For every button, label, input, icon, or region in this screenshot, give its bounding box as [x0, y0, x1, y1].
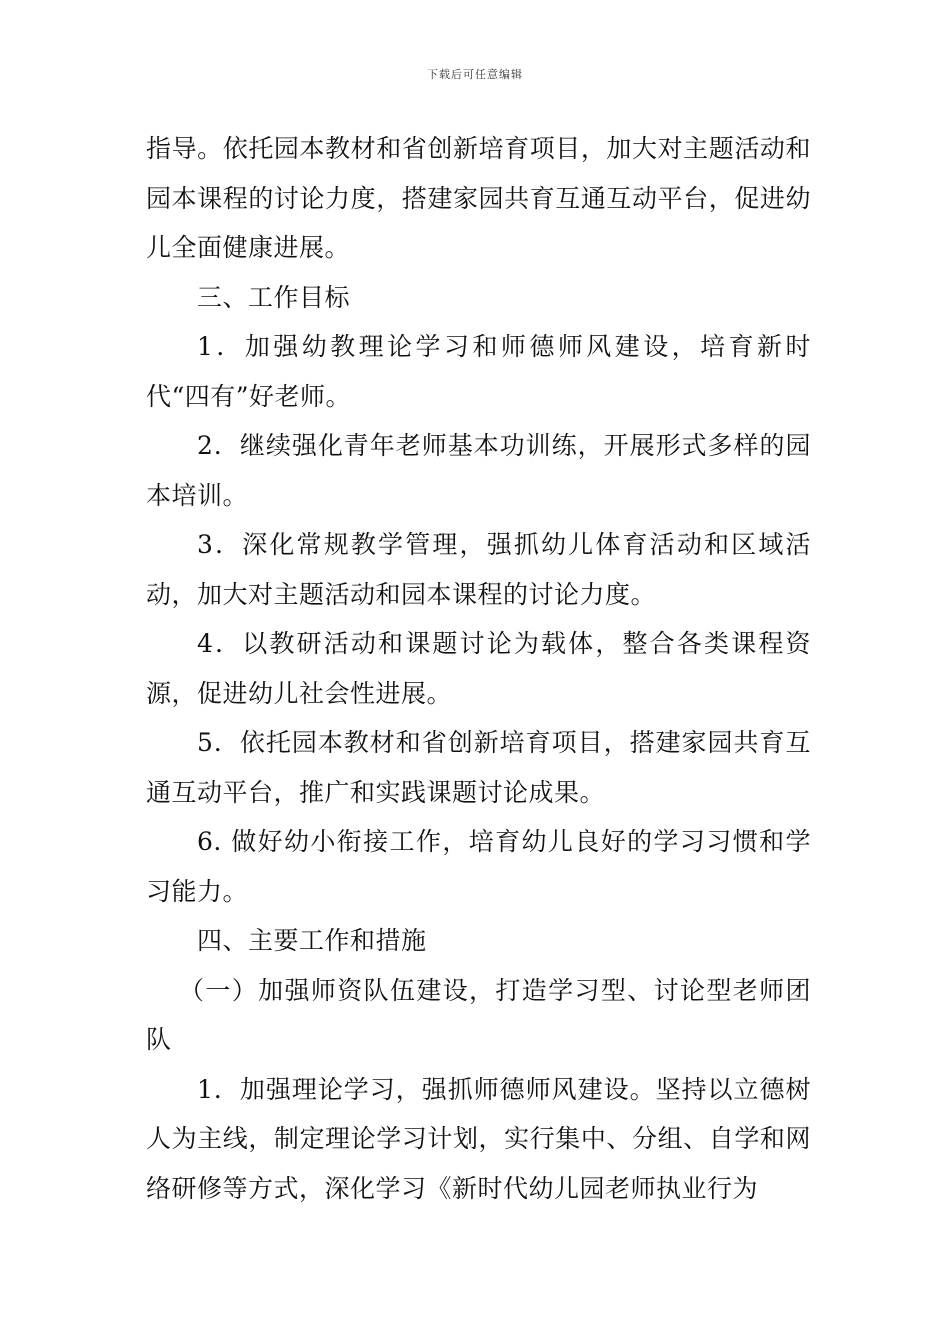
goal-item-1: 1．加强幼教理论学习和师德师风建设，培育新时代“四有”好老师。: [146, 332, 811, 411]
goal-item-4: 4．以教研活动和课题讨论为载体，整合各类课程资源，促进幼儿社会性进展。: [146, 629, 811, 708]
goal-item-6: 6. 做好幼小衔接工作，培育幼儿良好的学习习惯和学习能力。: [146, 827, 811, 906]
goal-item-3: 3．深化常规教学管理，强抓幼儿体育活动和区域活动，加大对主题活动和园本课程的讨论力度。: [146, 530, 811, 609]
section-heading-main-work: 四、主要工作和措施: [197, 926, 427, 955]
measure-item-1: 1．加强理论学习，强抓师德师风建设。坚持以立德树人为主线，制定理论学习计划，实行集中、分组、自学和网络研修等方式，深化学习《新时代幼儿园老师执业行为: [146, 1074, 811, 1203]
section-heading-work-goals: 三、工作目标: [197, 282, 351, 312]
goal-item-2: 2．继续强化青年老师基本功训练，开展形式多样的园本培训。: [146, 431, 811, 510]
paragraph-continuation: 指导。依托园本教材和省创新培育项目，加大对主题活动和园本课程的讨论力度，搭建家园共育互通互动平台，促进幼儿全面健康进展。: [146, 134, 811, 262]
goal-item-5: 5．依托园本教材和省创新培育项目，搭建家园共育互通互动平台，推广和实践课题讨论成果。: [146, 728, 811, 807]
document-body: [146, 124, 811, 1213]
subsection-heading-teacher-team: （一）加强师资队伍建设，打造学习型、讨论型老师团队: [146, 975, 811, 1054]
header-note: 下载后可任意编辑: [427, 68, 523, 81]
